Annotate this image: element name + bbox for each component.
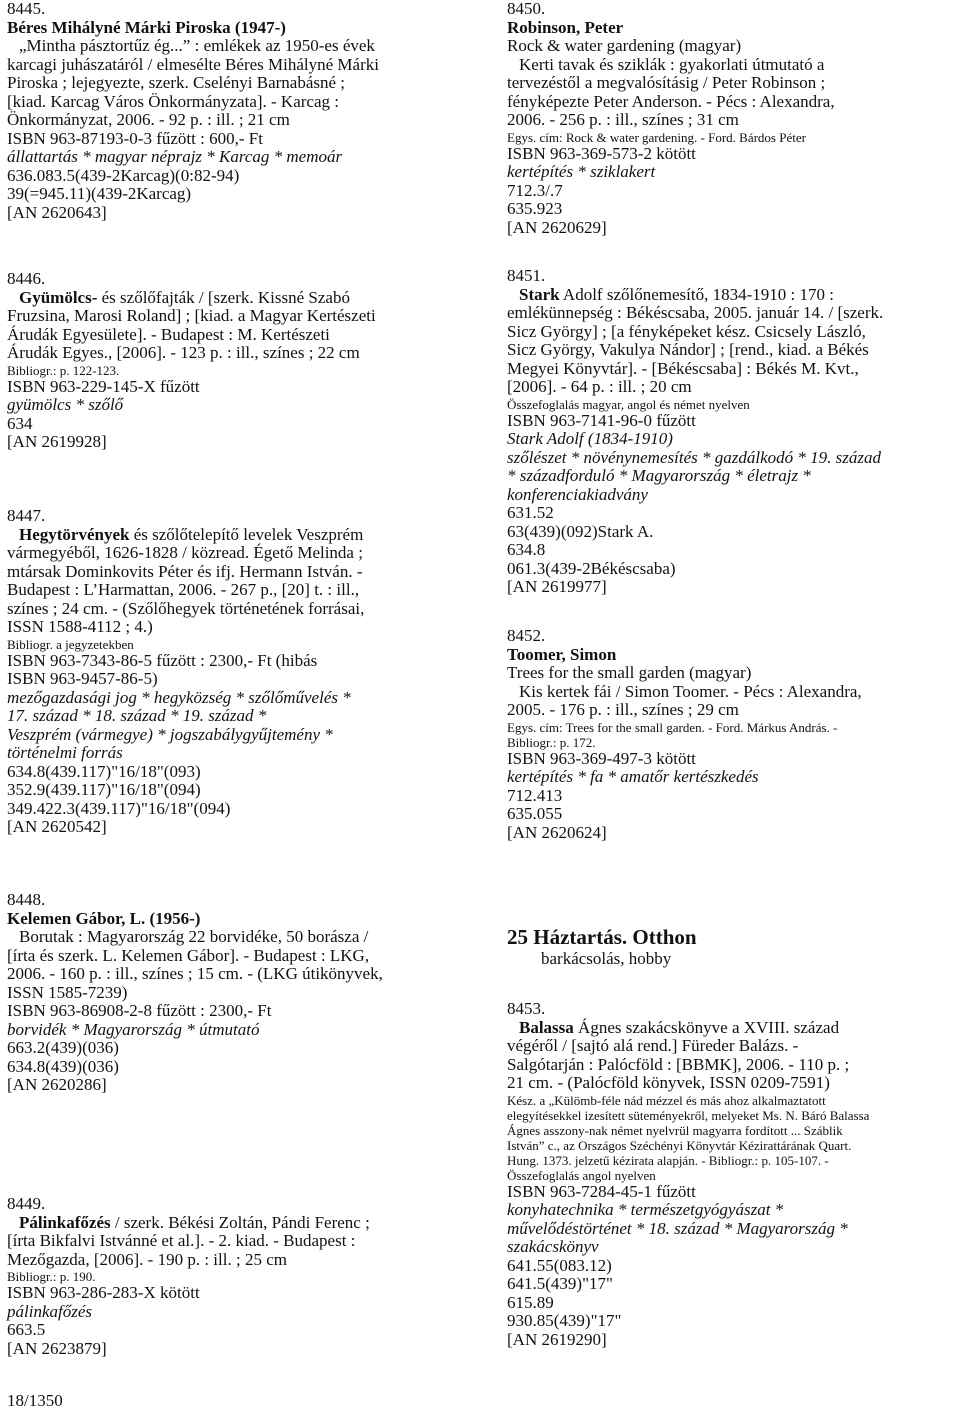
entry-8447 <box>7 507 459 837</box>
entry-text: ISBN 963-7343-86-5 fűzött : 2300,- Ft (hibás <box>7 650 318 670</box>
entry-text: Kész. a „Külömb-féle nád mézzel és más ahoz alkalmaztatott <box>507 1092 826 1108</box>
entry-text: végéről / [sajtó alá rend.] Füreder Balázs. - <box>507 1036 799 1055</box>
entry-line <box>507 0 959 19</box>
entry-text: István” c., az Országos Széchényi Könyvtár Kézirattárának Quart. <box>507 1137 852 1153</box>
entry-text: [AN 2620624] <box>507 822 607 842</box>
entry-text: Piroska ; lejegyezte, szerk. Cselényi Barnabásné ; <box>7 73 345 92</box>
entry-line <box>7 928 459 947</box>
entry-line <box>507 1257 959 1276</box>
entry-8449 <box>7 1195 459 1358</box>
entry-text: történelmi forrás <box>7 743 123 762</box>
entry-text: Egys. cím: Trees for the small garden. - Ford. Márkus András. - <box>507 719 838 735</box>
entry-line <box>507 19 959 38</box>
entry-text: elegyítésekkel izesített süteményekről, melyeket Ms. N. Báró Balassa <box>507 1107 870 1123</box>
entry-line <box>7 1269 459 1284</box>
section-subtitle <box>507 950 959 969</box>
entry-line <box>507 74 959 93</box>
entry-text: 635.923 <box>507 199 563 218</box>
entry-text: 352.9(439.117)"16/18"(094) <box>7 780 201 799</box>
entry-line <box>7 130 459 149</box>
entry-line <box>7 0 459 19</box>
entry-line <box>507 541 959 560</box>
entry-line <box>7 1284 459 1303</box>
entry-heading: Stark <box>519 284 560 304</box>
entry-line <box>7 396 459 415</box>
entry-text: 63(439)(092)Stark A. <box>507 521 654 541</box>
entry-text: Összefoglalás angol nyelven <box>507 1167 656 1183</box>
entry-text: [2006]. - 64 p. : ill. ; 20 cm <box>507 377 692 396</box>
entry-text: szakácskönyv <box>507 1237 599 1256</box>
entry-text: kertépítés * sziklakert <box>507 162 656 181</box>
entry-text: 663.5 <box>7 1320 46 1339</box>
entry-line <box>507 219 959 238</box>
entry-line <box>7 1021 459 1040</box>
entry-text: 8446. <box>7 269 46 288</box>
entry-line <box>507 286 959 305</box>
entry-text: [AN 2620542] <box>7 817 107 836</box>
entry-text: Borutak : Magyarország 22 borvidéke, 50 borásza / <box>19 927 369 946</box>
entry-text: Gábor, L. (1956-) <box>71 908 201 928</box>
entry-line <box>7 1232 459 1251</box>
entry-line <box>507 486 959 505</box>
entry-text: vármegyéből, 1626-1828 / közread. Égető Melinda ; <box>7 543 363 562</box>
entry-line <box>7 763 459 782</box>
entry-text: 631.52 <box>507 503 554 522</box>
entry-text: 2005. - 176 p. : ill., színes ; 29 cm <box>507 700 739 719</box>
entry-8450 <box>507 0 959 237</box>
entry-line <box>7 148 459 167</box>
entry-text: Sicz György, Vakulya Nándor] ; [rend., kiad. a Békés <box>507 340 869 359</box>
entry-text: Kis kertek fái / Simon Toomer. - Pécs : Alexandra, <box>519 681 862 701</box>
entry-line <box>7 433 459 452</box>
entry-text: Árudák Egyesülete]. - Budapest : M. Kertészeti <box>7 324 330 344</box>
entry-line <box>507 824 959 843</box>
entry-line <box>507 163 959 182</box>
entry-text: ISSN 1588-4112 ; 4.) <box>7 617 153 636</box>
entry-text: [AN 2620643] <box>7 202 107 222</box>
entry-line <box>7 526 459 545</box>
entry-text: fényképezte Peter Anderson. - Pécs : Alexandra, <box>507 91 835 111</box>
entry-text: konferenciakiadvány <box>507 484 648 504</box>
entry-line <box>507 111 959 130</box>
entry-line <box>507 805 959 824</box>
entry-line <box>7 1321 459 1340</box>
entry-heading: Hegytörvények <box>19 524 130 544</box>
entry-line <box>7 781 459 800</box>
entry-line <box>507 145 959 164</box>
entry-text: ISBN 963-7141-96-0 fűzött <box>507 410 696 430</box>
entry-text: Stark Adolf (1834-1910) <box>507 429 673 448</box>
entry-text: Bibliogr.: p. 172. <box>507 734 596 750</box>
entry-text: 8449. <box>7 1194 46 1213</box>
entry-line <box>507 1238 959 1257</box>
entry-text: 641.5(439)"17" <box>507 1274 613 1293</box>
entry-line <box>507 1201 959 1220</box>
entry-line <box>7 19 459 38</box>
entry-text: 8451. <box>507 266 546 285</box>
entry-line <box>7 167 459 186</box>
entry-text: állattartás * magyar néprajz * Karcag * memoár <box>7 147 343 166</box>
entry-line <box>7 307 459 326</box>
entry-heading: Béres <box>7 17 48 37</box>
entry-line <box>7 1340 459 1359</box>
entry-line <box>507 93 959 112</box>
entry-text: 641.55(083.12) <box>507 1255 612 1275</box>
entry-text: 712.413 <box>507 785 563 805</box>
entry-text: Rock & water gardening (magyar) <box>507 36 742 55</box>
entry-heading: Pálinkafőzés <box>19 1212 111 1232</box>
entry-line <box>507 1275 959 1294</box>
entry-line <box>507 200 959 219</box>
entry-text: Trees for the small garden (magyar) <box>507 663 752 682</box>
entry-line <box>507 304 959 323</box>
entry-text: Bibliogr. a jegyzetekben <box>7 636 134 652</box>
entry-line <box>507 1000 959 1019</box>
entry-text: Ágnes asszony-nak német nyelvrül magyarra fordított ... Száblik <box>507 1122 843 1138</box>
entry-line <box>507 787 959 806</box>
entry-line <box>7 1076 459 1095</box>
entry-line <box>507 664 959 683</box>
entry-text: Budapest : L’Harmattan, 2006. - 267 p., [20] t. : ill., <box>7 580 360 599</box>
entry-line <box>7 652 459 671</box>
entry-text: [AN 2619977] <box>507 577 607 596</box>
entry-text: 21 cm. - (Palócföld könyvek, ISSN 0209-7591) <box>507 1073 830 1092</box>
entry-text: Fruzsina, Marosi Roland] ; [kiad. a Magyar Kertészeti <box>7 306 376 325</box>
entry-line <box>7 415 459 434</box>
entry-text: Mezőgazda, [2006]. - 190 p. : ill. ; 25 cm <box>7 1249 287 1269</box>
entry-line <box>7 563 459 582</box>
entry-text: 634.8(439.117)"16/18"(093) <box>7 761 201 781</box>
entry-line <box>7 74 459 93</box>
entry-line <box>7 93 459 112</box>
entry-8453 <box>507 1000 959 1349</box>
entry-line <box>507 683 959 702</box>
entry-text: és szőlőtelepítő levelek Veszprém <box>129 524 364 544</box>
entry-line <box>7 618 459 637</box>
entry-text: 635.055 <box>507 804 563 823</box>
entry-text: ISBN 963-369-573-2 kötött <box>507 143 696 163</box>
entry-line <box>7 1214 459 1233</box>
entry-line <box>7 270 459 289</box>
entry-text: Adolf szőlőnemesítő, 1834-1910 : 170 : <box>559 284 834 304</box>
entry-text: 8453. <box>507 999 546 1018</box>
entry-text: kertépítés * fa * amatőr kertészkedés <box>507 767 759 786</box>
entry-line <box>507 701 959 720</box>
entry-line <box>7 1002 459 1021</box>
entry-line <box>507 412 959 431</box>
entry-line <box>507 1093 959 1108</box>
entry-line <box>507 1138 959 1153</box>
entry-line <box>507 560 959 579</box>
entry-line <box>7 204 459 223</box>
entry-line <box>507 341 959 360</box>
entry-text: ISBN 963-229-145-X fűzött <box>7 376 200 396</box>
entry-text: szőlészet * növénynemesítés * gazdálkodó * 19. század <box>507 447 881 467</box>
entry-text: 39(=945.11)(439-2Karcag) <box>7 184 192 203</box>
entry-text: [AN 2620629] <box>507 217 607 237</box>
entry-text: / szerk. Békési Zoltán, Pándi Ferenc ; <box>110 1212 370 1232</box>
entry-text: Egys. cím: Rock & water gardening. - Ford. Bárdos Péter <box>507 129 806 145</box>
entry-text: 2006. - 256 p. : ill., színes ; 31 cm <box>507 110 739 129</box>
entry-line <box>507 1056 959 1075</box>
entry-text: 634.8 <box>507 540 546 559</box>
entry-line <box>7 185 459 204</box>
entry-heading: Robinson, <box>507 17 581 37</box>
entry-text: [AN 2619290] <box>507 1329 607 1349</box>
entry-text: Simon <box>565 644 617 664</box>
entry-text: ISBN 963-286-283-X kötött <box>7 1283 200 1302</box>
entry-line <box>7 37 459 56</box>
entry-text: Hung. 1373. jelzetű kézirata alapján. - Bibliogr.: p. 105-107. - <box>507 1152 829 1168</box>
entry-line <box>7 965 459 984</box>
entry-line <box>507 1312 959 1331</box>
entry-text: 8447. <box>7 506 46 525</box>
entry-text: karcagi juhászatáról / elmesélte Béres Mihályné Márki <box>7 54 379 74</box>
entry-line <box>7 818 459 837</box>
entry-text: Ágnes szakácskönyve a XVIII. század <box>573 1017 840 1037</box>
entry-line <box>507 750 959 769</box>
entry-line <box>507 449 959 468</box>
entry-8445 <box>7 0 459 222</box>
entry-heading: Kelemen <box>7 908 72 928</box>
entry-line <box>507 627 959 646</box>
entry-text: Peter <box>580 17 624 37</box>
entry-line <box>7 1039 459 1058</box>
entry-text: [AN 2623879] <box>7 1338 107 1358</box>
entry-line <box>507 360 959 379</box>
entry-8448 <box>7 891 459 1095</box>
entry-text: ISSN 1585-7239) <box>7 982 128 1002</box>
entry-line <box>7 363 459 378</box>
entry-line <box>7 910 459 929</box>
entry-text: 615.89 <box>507 1292 554 1312</box>
entry-line <box>507 646 959 665</box>
entry-text: pálinkafőzés <box>7 1301 92 1321</box>
entry-line <box>7 891 459 910</box>
entry-text: ISBN 963-87193-0-3 fűzött : 600,- Ft <box>7 128 263 148</box>
entry-line <box>7 344 459 363</box>
entry-text: tervezéstől a megvalósításig / Peter Robinson ; <box>507 73 826 92</box>
section-heading-25 <box>507 924 959 969</box>
entry-heading: Balassa <box>519 1017 574 1037</box>
entry-text: ISBN 963-86908-2-8 fűzött : 2300,- Ft <box>7 1001 272 1020</box>
entry-text: barkácsolás, hobby <box>541 949 672 968</box>
entry-line <box>7 289 459 308</box>
entry-line <box>507 1168 959 1183</box>
entry-heading: Gyümölcs- <box>19 287 98 307</box>
entry-text: és szőlőfajták / [szerk. Kissné Szabó <box>97 287 350 307</box>
entry-text: borvidék * Magyarország * útmutató <box>7 1019 260 1039</box>
entry-text: Önkormányzat, 2006. - 92 p. : ill. ; 21 cm <box>7 110 290 129</box>
entry-text: [AN 2620286] <box>7 1075 107 1094</box>
entry-line <box>507 467 959 486</box>
entry-line <box>7 111 459 130</box>
entry-text: 8448. <box>7 890 46 909</box>
entry-text: 061.3(439-2Békéscsaba) <box>507 558 676 578</box>
entry-line <box>507 1019 959 1038</box>
entry-text: * századforduló * Magyarország * életrajz * <box>507 466 811 485</box>
entry-text: mtársak Dominkovits Péter és ifj. Hermann István. - <box>7 561 363 581</box>
entry-line <box>507 182 959 201</box>
entry-text: 2006. - 160 p. : ill., színes ; 15 cm. - (LKG útikönyvek, <box>7 964 383 983</box>
entry-text: művelődéstörténet * 18. század * Magyarország * <box>507 1218 848 1238</box>
entry-line <box>7 1195 459 1214</box>
entry-line <box>507 397 959 412</box>
entry-text: Mihályné Márki Piroska (1947-) <box>47 17 286 37</box>
entry-8446 <box>7 270 459 452</box>
entry-line <box>507 735 959 750</box>
entry-line <box>507 1220 959 1239</box>
entry-text: 634 <box>7 413 33 433</box>
entry-line <box>507 578 959 597</box>
entry-line <box>507 37 959 56</box>
entry-line <box>507 267 959 286</box>
entry-line <box>507 430 959 449</box>
entry-text: 25 Háztartás. Otthon <box>507 925 697 949</box>
entry-text: 930.85(439)"17" <box>507 1311 622 1330</box>
entry-line <box>507 1108 959 1123</box>
page-number: 18/1350 <box>7 1391 63 1410</box>
entry-line <box>7 581 459 600</box>
entry-line <box>7 1058 459 1077</box>
entry-text: [írta és szerk. L. Kelemen Gábor]. - Budapest : LKG, <box>7 945 370 965</box>
entry-text: Bibliogr.: p. 122-123. <box>7 362 120 378</box>
entry-line <box>507 1037 959 1056</box>
entry-line <box>7 689 459 708</box>
entry-text: Bibliogr.: p. 190. <box>7 1269 96 1284</box>
entry-line <box>507 1331 959 1350</box>
entry-line <box>7 984 459 1003</box>
entry-text: [AN 2619928] <box>7 432 107 451</box>
entry-text: mezőgazdasági jog * hegyközség * szőlőművelés * <box>7 687 351 707</box>
entry-text: [kiad. Karcag Város Önkormányzata]. - Karcag : <box>7 91 339 111</box>
entry-text: 349.422.3(439.117)"16/18"(094) <box>7 798 231 818</box>
entry-line <box>7 600 459 619</box>
entry-line <box>7 378 459 397</box>
entry-text: 8452. <box>507 626 546 645</box>
entry-line <box>507 1153 959 1168</box>
entry-text: konyhatechnika * természetgyógyászat * <box>507 1200 784 1219</box>
entry-line <box>7 1303 459 1322</box>
entry-text: 634.8(439)(036) <box>7 1056 119 1076</box>
entry-heading: Toomer, <box>507 644 566 664</box>
entry-text: ISBN 963-369-497-3 kötött <box>507 748 696 768</box>
entry-line <box>507 1183 959 1202</box>
entry-8451 <box>507 267 959 597</box>
entry-text: „Mintha pásztortűz ég...” : emlékek az 1950-es évek <box>19 36 375 55</box>
entry-text: [írta Bikfalvi Istvánné et al.]. - 2. kiad. - Budapest : <box>7 1231 356 1250</box>
entry-line <box>507 523 959 542</box>
entry-text: 17. század * 18. század * 19. század * <box>7 706 267 725</box>
entry-line <box>7 670 459 689</box>
entry-line <box>7 707 459 726</box>
section-title <box>507 924 959 950</box>
entry-line <box>7 800 459 819</box>
entry-text: gyümölcs * szőlő <box>7 395 124 414</box>
entry-text: emlékünnepség : Békéscsaba, 2005. január 14. / [szerk. <box>507 303 884 322</box>
entry-line <box>507 1294 959 1313</box>
entry-text: 8450. <box>507 0 546 18</box>
entry-text: 712.3/.7 <box>507 180 563 200</box>
entry-line <box>507 1074 959 1093</box>
entry-text: Salgótarján : Palócföld : [BBMK], 2006. - 110 p. ; <box>507 1054 850 1074</box>
entry-line <box>507 130 959 145</box>
entry-line <box>7 326 459 345</box>
entry-line <box>7 1251 459 1270</box>
entry-text: Kerti tavak és sziklák : gyakorlati útmutató a <box>519 54 825 74</box>
entry-line <box>507 768 959 787</box>
entry-line <box>507 1123 959 1138</box>
entry-line <box>7 947 459 966</box>
entry-line <box>507 323 959 342</box>
entry-text: 8445. <box>7 0 46 18</box>
entry-text: Árudák Egyes., [2006]. - 123 p. : ill., színes ; 22 cm <box>7 343 360 362</box>
entry-text: Veszprém (vármegye) * jogszabálygyűjtemény * <box>7 724 333 744</box>
entry-line <box>7 637 459 652</box>
entry-line <box>507 720 959 735</box>
entry-text: ISBN 963-7284-45-1 fűzött <box>507 1181 696 1201</box>
entry-text: 636.083.5(439-2Karcag)(0:82-94) <box>7 165 240 185</box>
entry-line <box>507 56 959 75</box>
entry-line <box>7 56 459 75</box>
entry-text: színes ; 24 cm. - (Szőlőhegyek történetének forrásai, <box>7 598 365 618</box>
entry-line <box>507 504 959 523</box>
entry-line <box>7 507 459 526</box>
entry-text: 663.2(439)(036) <box>7 1038 119 1057</box>
entry-text: Sicz György] ; [a fényképeket kész. Csicsely László, <box>507 321 866 341</box>
entry-text: Összefoglalás magyar, angol és német nyelven <box>507 396 750 412</box>
entry-line <box>7 544 459 563</box>
entry-line <box>7 726 459 745</box>
entry-8452 <box>507 627 959 842</box>
entry-text: Megyei Könyvtár]. - [Békéscsaba] : Békés M. Kvt., <box>507 358 859 378</box>
entry-line <box>7 744 459 763</box>
entry-line <box>507 378 959 397</box>
entry-text: ISBN 963-9457-86-5) <box>7 669 158 688</box>
